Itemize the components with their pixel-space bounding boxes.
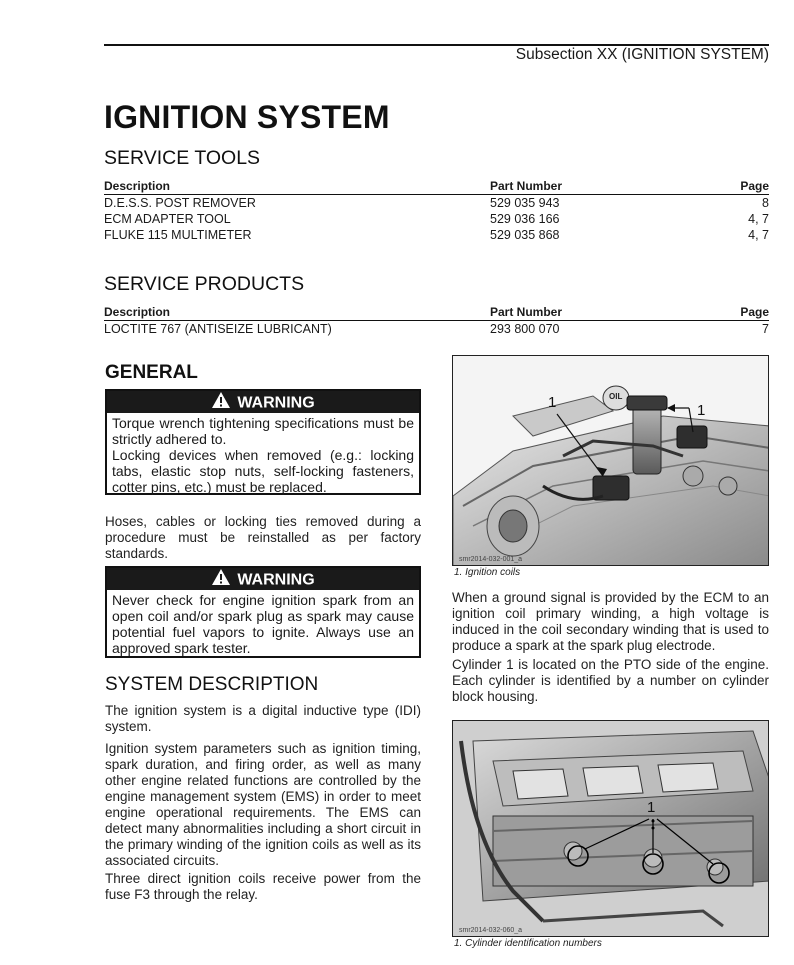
tool-page: 4, 7 [748, 228, 769, 242]
tool-page: 8 [762, 196, 769, 210]
table-row [104, 211, 769, 227]
service-products-heading: SERVICE PRODUCTS [104, 273, 305, 295]
figure-cylinder-numbers [452, 720, 769, 937]
engine-coils-illustration [453, 356, 769, 566]
tools-col-part-number: Part Number [490, 179, 563, 193]
warning-1-line-1: Torque wrench tightening specifications must be strictly adhered to. [112, 415, 414, 447]
ground-signal-paragraph: When a ground signal is provided by the ECM to an ignition coil primary winding, a high voltage is induced in the coil secondary winding that is used to produce a spark at the spark plug electrode. [452, 590, 769, 653]
tool-description: FLUKE 115 MULTIMETER [104, 228, 252, 242]
figure2-callout: 1 [647, 799, 656, 816]
tools-col-page: Page [740, 179, 769, 193]
tool-part-number: 529 035 943 [490, 196, 560, 210]
warning-box-2 [105, 566, 421, 658]
figure2-code: smr2014-032-060_a [459, 927, 523, 934]
tools-table [104, 195, 769, 243]
oil-cap-label: OIL [609, 392, 623, 401]
product-description: LOCTITE 767 (ANTISEIZE LUBRICANT) [104, 322, 332, 336]
product-part-number: 293 800 070 [490, 322, 560, 336]
warning-triangle-icon [211, 391, 231, 416]
warning-body-2: Never check for engine ignition spark from an open coil and/or spark plug as spark may cause potential fuel vapors to ignite. Always use an approved spark tester. [112, 592, 414, 656]
figure-ignition-coils [452, 355, 769, 566]
cylinder-paragraph: Cylinder 1 is located on the PTO side of the engine. Each cylinder is identified by a number on cylinder block housing. [452, 657, 769, 704]
system-description-p1: The ignition system is a digital inductive type (IDI) system. [105, 703, 421, 734]
table-row [104, 195, 769, 211]
general-heading: GENERAL [105, 362, 198, 383]
figure1-callout-left: 1 [548, 394, 557, 411]
tool-part-number: 529 035 868 [490, 228, 560, 242]
table-row [104, 321, 769, 337]
system-description-p3: Three direct ignition coils receive power from the fuse F3 through the relay. [105, 871, 421, 902]
warning-header-2 [107, 568, 419, 590]
warning-label-1: WARNING [237, 394, 315, 412]
engine-cylinder-illustration [453, 721, 769, 937]
table-row [104, 227, 769, 243]
warning-1-line-2: Locking devices when removed (e.g.: locking tabs, elastic stop nuts, self-locking fasteners, cotter pins, etc.) must be replaced. [112, 447, 414, 495]
tool-description: ECM ADAPTER TOOL [104, 212, 231, 226]
warning-triangle-icon [211, 568, 231, 593]
figure1-callout-right: 1 [697, 402, 706, 419]
figure1-caption: 1. Ignition coils [454, 567, 521, 578]
figure1-code: smr2014-032-001_a [459, 556, 523, 563]
warning-box-1 [105, 389, 421, 495]
subsection-header: Subsection XX (IGNITION SYSTEM) [515, 46, 769, 63]
products-col-description: Description [104, 305, 171, 319]
page-title: IGNITION SYSTEM [104, 99, 390, 135]
tool-description: D.E.S.S. POST REMOVER [104, 196, 256, 210]
service-tools-heading: SERVICE TOOLS [104, 147, 261, 169]
products-col-part-number: Part Number [490, 305, 563, 319]
tools-col-description: Description [104, 179, 171, 193]
warning-label-2: WARNING [237, 571, 315, 589]
products-col-page: Page [740, 305, 769, 319]
tool-part-number: 529 036 166 [490, 212, 560, 226]
system-description-heading: SYSTEM DESCRIPTION [105, 674, 319, 695]
hoses-paragraph: Hoses, cables or locking ties removed during a procedure must be reinstalled as per factory standards. [105, 514, 421, 561]
warning-body-1 [107, 413, 419, 497]
products-table [104, 321, 769, 337]
figure2-caption: 1. Cylinder identification numbers [454, 938, 602, 949]
product-page: 7 [762, 322, 769, 336]
warning-header-1 [107, 391, 419, 413]
system-description-p2: Ignition system parameters such as ignition timing, spark duration, and firing order, as well as many other engine related functions are controlled by the engine management system (EMS) in order to meet engine operational requirements. The EMS can detect many abnormalities including a short circuit in the primary winding of the ignition coils as well as its associated circuits. [105, 741, 421, 868]
tool-page: 4, 7 [748, 212, 769, 226]
